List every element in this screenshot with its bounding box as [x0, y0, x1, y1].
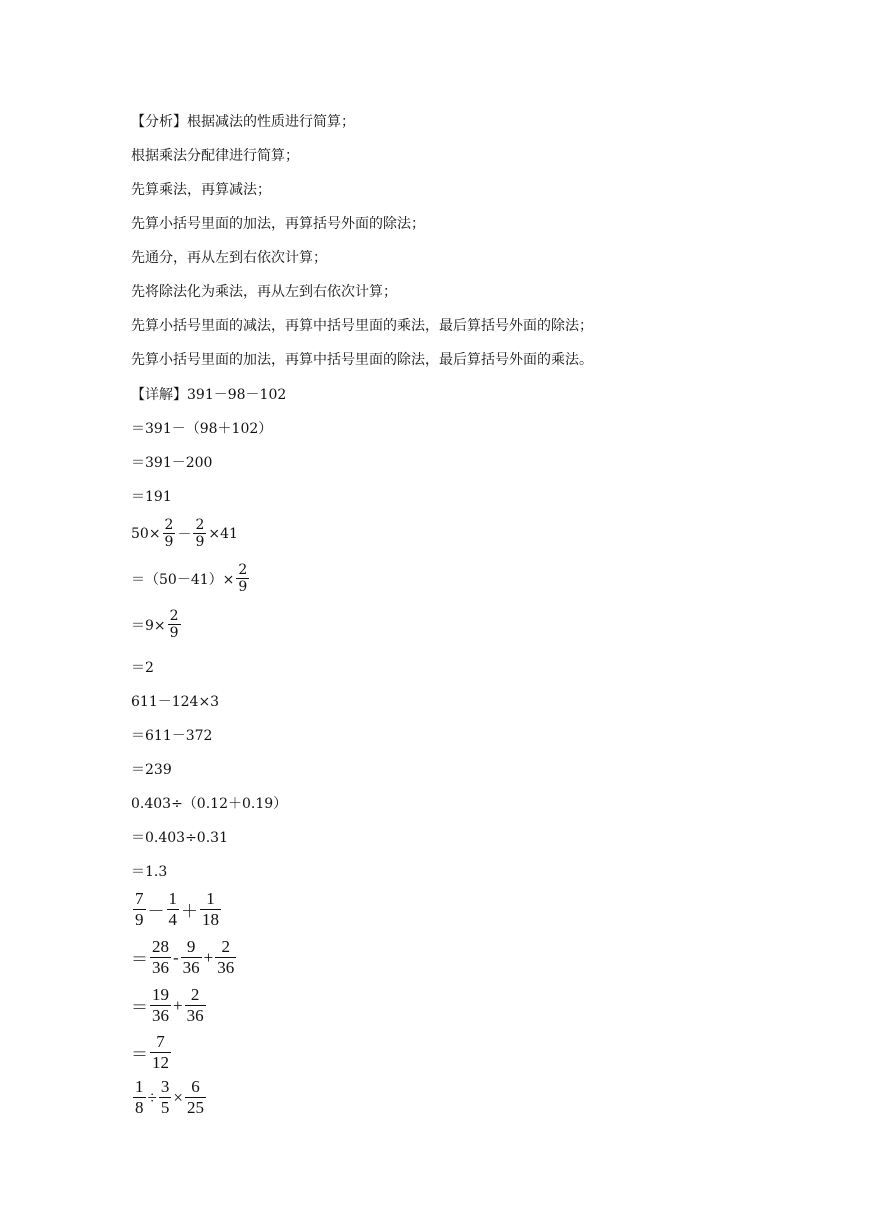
math-operator: +: [203, 947, 214, 967]
math-operator: ÷: [147, 1087, 157, 1107]
numerator: 9: [186, 937, 196, 956]
numerator: 1: [168, 889, 177, 908]
fraction: [150, 986, 171, 1025]
calc-step: ＝611－372: [131, 728, 213, 744]
math-equals: ＝: [131, 950, 148, 969]
analysis-line: 先算小括号里面的加法，再算括号外面的除法；: [131, 216, 425, 232]
denominator: 9: [164, 534, 174, 550]
numerator: 28: [152, 937, 169, 956]
calc-step-fraction: [131, 563, 251, 594]
numerator: 1: [135, 1077, 144, 1096]
calc-step-fraction: [131, 890, 223, 929]
analysis-line: 先算乘法，再算减法；: [131, 182, 271, 198]
fraction: [163, 518, 176, 549]
math-text: ×41: [208, 525, 238, 542]
numerator: 19: [152, 985, 169, 1004]
analysis-line: 先将除法化为乘法，再从左到右依次计算；: [131, 284, 397, 300]
calc-step-fraction: [131, 609, 183, 640]
numerator: 7: [156, 1032, 165, 1051]
calc-step: 0.403÷（0.12＋0.19）: [131, 796, 288, 812]
math-operator: +: [173, 995, 183, 1015]
denominator: 36: [152, 958, 169, 977]
math-operator: ×: [173, 1087, 183, 1107]
calc-step: ＝1.3: [131, 864, 168, 880]
numerator: 7: [135, 889, 144, 908]
math-text: ＝（50－41）×: [131, 571, 235, 588]
calc-step: ＝0.403÷0.31: [131, 830, 228, 846]
analysis-heading-line: [131, 112, 355, 132]
denominator: 9: [238, 579, 248, 595]
numerator: 2: [169, 608, 179, 624]
fraction: [159, 1078, 172, 1117]
denominator: 4: [168, 910, 177, 929]
denominator: 36: [182, 958, 200, 977]
calc-step: ＝391－（98＋102）: [131, 421, 273, 437]
math-operator: -: [173, 947, 179, 967]
denominator: 9: [169, 625, 179, 641]
math-text: ＝9×: [131, 617, 166, 634]
fraction: [215, 938, 236, 977]
numerator: 2: [221, 937, 231, 956]
calc-step: ＝191: [131, 489, 172, 505]
fraction: [150, 938, 171, 977]
numerator: 2: [195, 517, 205, 533]
numerator: 1: [206, 889, 215, 908]
math-operator: －: [147, 902, 165, 921]
denominator: 9: [135, 910, 144, 929]
calc-step-fraction: [131, 986, 208, 1025]
numerator: 3: [160, 1077, 170, 1096]
analysis-line: 先算小括号里面的加法，再算中括号里面的除法，最后算括号外面的乘法。: [131, 352, 593, 368]
fraction: [133, 890, 146, 929]
denominator: 36: [186, 1006, 204, 1025]
denominator: 36: [217, 958, 235, 977]
analysis-line: 先算小括号里面的减法，再算中括号里面的乘法，最后算括号外面的除法；: [131, 318, 593, 334]
calc-step: ＝2: [131, 660, 154, 676]
denominator: 5: [160, 1098, 170, 1117]
fraction: [181, 938, 202, 977]
calc-step-fraction: [131, 1033, 173, 1072]
analysis-line: 根据乘法分配律进行简算；: [131, 148, 299, 164]
denominator: 25: [186, 1098, 204, 1117]
calc-step: 611－124×3: [131, 694, 220, 710]
calc-step-fraction: [131, 518, 238, 549]
fraction: [167, 890, 180, 929]
analysis-line: 根据减法的性质进行简算；: [187, 114, 355, 130]
numerator: 2: [164, 517, 174, 533]
fraction: [185, 986, 206, 1025]
detail-heading-line: [131, 385, 286, 405]
fraction: [193, 518, 206, 549]
numerator: 2: [190, 985, 200, 1004]
fraction: [133, 1078, 146, 1117]
calc-step: ＝239: [131, 762, 172, 778]
calc-step-fraction: [131, 1078, 208, 1117]
calc-step-fraction: [131, 938, 238, 977]
calc-step: 391－98－102: [187, 387, 287, 403]
fraction: [168, 609, 181, 640]
analysis-label: 【分析】: [131, 114, 187, 130]
numerator: 6: [191, 1077, 200, 1096]
denominator: 12: [152, 1053, 169, 1072]
fraction: [236, 563, 249, 594]
denominator: 9: [195, 534, 205, 550]
analysis-line: 先通分，再从左到右依次计算；: [131, 250, 327, 266]
fraction: [150, 1033, 171, 1072]
detail-label: 【详解】: [131, 387, 187, 403]
math-text: 50×: [131, 525, 161, 542]
fraction: [185, 1078, 206, 1117]
denominator: 36: [152, 1006, 169, 1025]
math-equals: ＝: [131, 998, 148, 1017]
denominator: 8: [135, 1098, 144, 1117]
math-operator: ＋: [181, 902, 198, 921]
denominator: 18: [202, 910, 219, 929]
fraction: [200, 890, 221, 929]
numerator: 2: [238, 562, 248, 578]
math-equals: ＝: [131, 1045, 148, 1064]
math-operator: －: [177, 526, 192, 543]
calc-step: ＝391－200: [131, 455, 213, 471]
